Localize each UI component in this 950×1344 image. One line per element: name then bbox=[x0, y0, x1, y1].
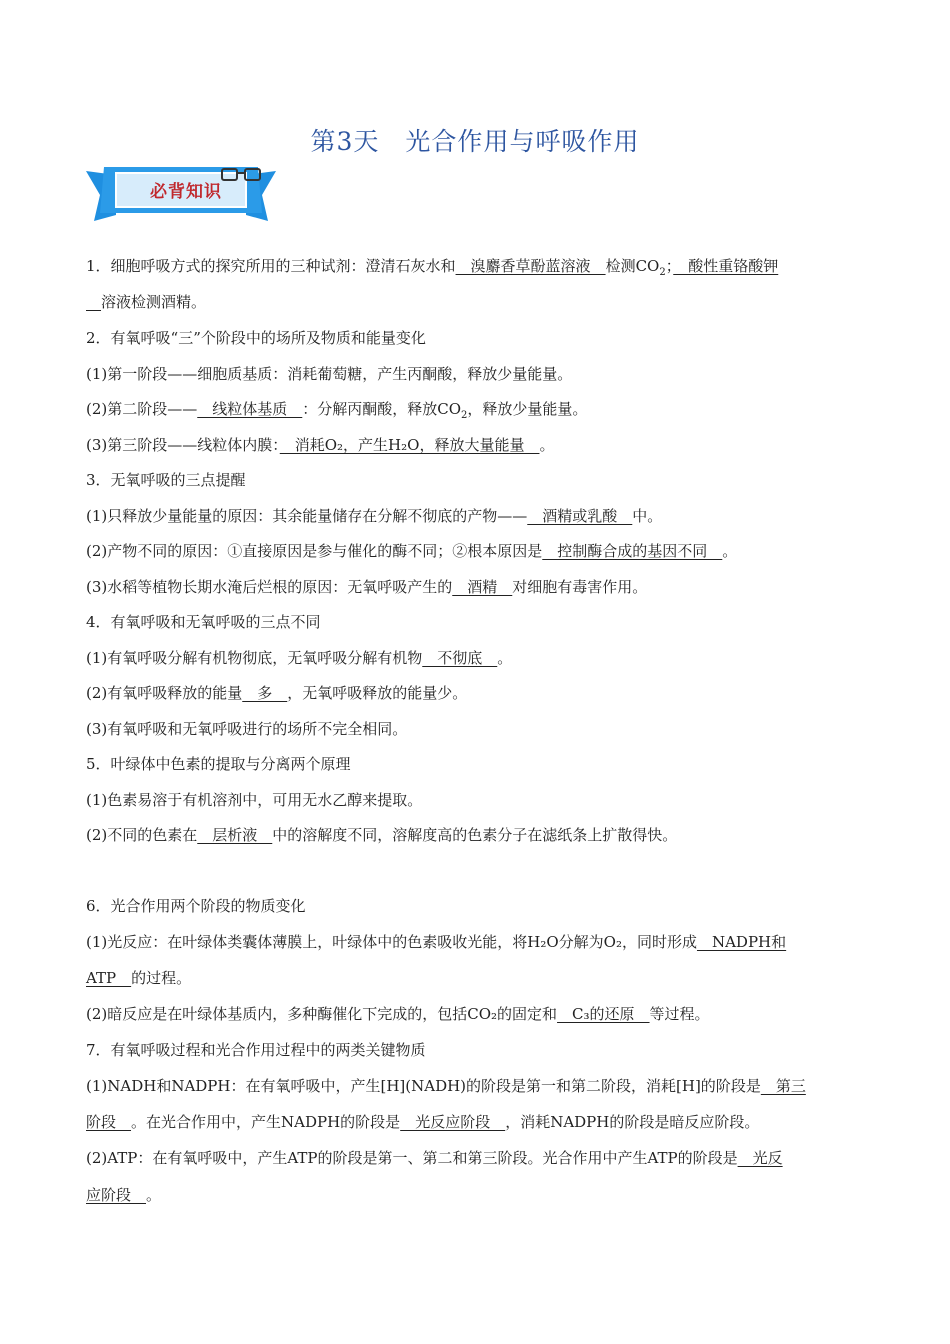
section-heading: 7．有氧呼吸过程和光合作用过程中的两类关键物质 bbox=[86, 1041, 426, 1059]
answer-blank: 线粒体基质 bbox=[197, 400, 303, 418]
answer-blank: 层析液 bbox=[197, 826, 273, 844]
text-line: (2)暗反应是在叶绿体基质内，多种酶催化下完成的，包括CO₂的固定和 C₃的还原 等过程。 bbox=[86, 1005, 710, 1023]
answer-blank: C₃的还原 bbox=[557, 1005, 650, 1023]
section-heading: 3．无氧呼吸的三点提醒 bbox=[86, 471, 246, 489]
answer-blank: NADPH和 bbox=[696, 933, 787, 951]
answer-blank: ATP bbox=[86, 969, 132, 987]
answer-blank: 应阶段 bbox=[86, 1186, 147, 1204]
answer-blank: 酸性重铬酸钾 bbox=[673, 257, 779, 275]
text-line: 溶液检测酒精。 bbox=[86, 292, 206, 312]
text-line: (3)有氧呼吸和无氧呼吸进行的场所不完全相同。 bbox=[86, 720, 408, 738]
text-line: (2)不同的色素在 层析液 中的溶解度不同，溶解度高的色素分子在滤纸条上扩散得快。 bbox=[86, 826, 678, 844]
answer-blank: 阶段 bbox=[86, 1113, 132, 1131]
text-line: (2)有氧呼吸释放的能量 多 ，无氧呼吸释放的能量少。 bbox=[86, 684, 468, 702]
answer-blank: 消耗O₂，产生H₂O，释放大量能量 bbox=[279, 436, 540, 454]
text-line: (1)有氧呼吸分解有机物彻底，无氧呼吸分解有机物 不彻底 。 bbox=[86, 649, 513, 667]
section-badge-label: 必背知识 bbox=[150, 182, 222, 202]
text-line: 1．细胞呼吸方式的探究所用的三种试剂：澄清石灰水和 溴麝香草酚蓝溶液 检测$CO_2$； 酸性重铬酸钾 bbox=[86, 257, 779, 278]
answer-blank: 控制酶合成的基因不同 bbox=[542, 542, 723, 560]
section-heading: 5．叶绿体中色素的提取与分离两个原理 bbox=[86, 755, 351, 773]
text-line: (1)NADH和NADPH：在有氧呼吸中，产生[H](NADH)的阶段是第一和第二阶段，消耗[H]的阶段是 第三 bbox=[86, 1077, 806, 1095]
text-line: (1)第一阶段——细胞质基质：消耗葡萄糖，产生丙酮酸，释放少量能量。 bbox=[86, 365, 573, 383]
answer-blank: 多 bbox=[242, 684, 288, 702]
answer-blank: 第三 bbox=[760, 1077, 806, 1095]
text-line: (2)第二阶段—— 线粒体基质 ：分解丙酮酸，释放$CO_2$，释放少量能量。 bbox=[86, 400, 588, 421]
text-line: (1)只释放少量能量的原因：其余能量储存在分解不彻底的产物—— 酒精或乳酸 中。 bbox=[86, 507, 663, 525]
text-line: 应阶段 。 bbox=[86, 1186, 162, 1204]
section-heading: 4．有氧呼吸和无氧呼吸的三点不同 bbox=[86, 613, 321, 631]
answer-blank bbox=[86, 293, 101, 311]
answer-blank: 酒精或乳酸 bbox=[527, 507, 633, 525]
answer-blank: 酒精 bbox=[452, 578, 513, 596]
text-line: (3)水稻等植物长期水淹后烂根的原因：无氧呼吸产生的 酒精 对细胞有毒害作用。 bbox=[86, 578, 648, 596]
text-line: (2)ATP：在有氧呼吸中，产生ATP的阶段是第一、第二和第三阶段。光合作用中产生ATP的阶段是 光反 bbox=[86, 1149, 783, 1167]
text-line: (2)产物不同的原因：①直接原因是参与催化的酶不同；②根本原因是 控制酶合成的基因不同 。 bbox=[86, 542, 738, 560]
page-title: 第3天 光合作用与呼吸作用 bbox=[310, 127, 640, 156]
answer-blank: 溴麝香草酚蓝溶液 bbox=[455, 257, 606, 275]
answer-blank: 不彻底 bbox=[422, 649, 498, 667]
answer-blank: 光反 bbox=[737, 1149, 783, 1167]
text-line: (3)第三阶段——线粒体内膜： 消耗O₂，产生H₂O，释放大量能量 。 bbox=[86, 436, 555, 454]
section-heading: 6．光合作用两个阶段的物质变化 bbox=[86, 897, 306, 915]
text-line: ATP 的过程。 bbox=[86, 969, 192, 987]
text-line: 阶段 。在光合作用中，产生NADPH的阶段是 光反应阶段 ，消耗NADPH的阶段是暗反应阶段。 bbox=[86, 1113, 760, 1131]
glasses-icon bbox=[220, 167, 262, 183]
answer-blank: 光反应阶段 bbox=[400, 1113, 506, 1131]
text-line: (1)光反应：在叶绿体类囊体薄膜上，叶绿体中的色素吸收光能，将H₂O分解为O₂，同时形成 NADPH和 bbox=[86, 933, 787, 951]
text-line: (1)色素易溶于有机溶剂中，可用无水乙醇来提取。 bbox=[86, 791, 423, 809]
section-heading: 2．有氧呼吸“三”个阶段中的场所及物质和能量变化 bbox=[86, 329, 426, 347]
